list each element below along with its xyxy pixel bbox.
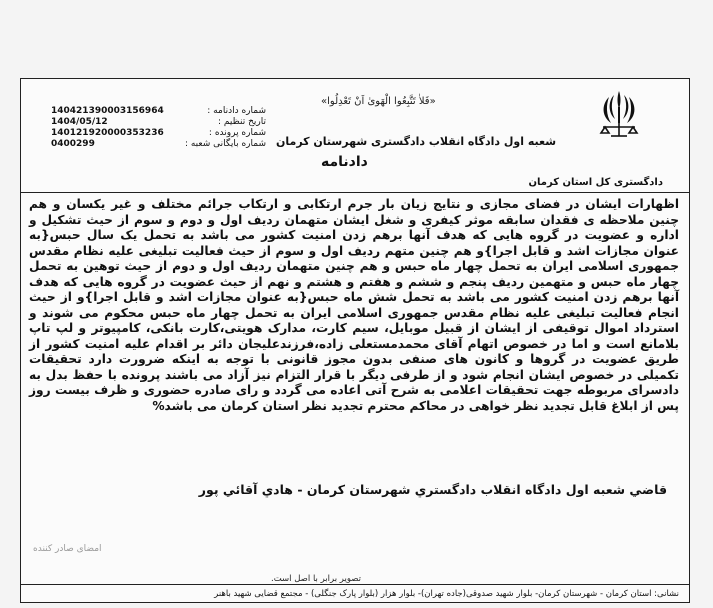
- meta-value: 140121920000353236: [51, 128, 164, 138]
- judge-signature: قاضي شعبه اول دادگاه انقلاب دادگستري شهرستان كرمان - هادي آقائي پور: [198, 482, 667, 497]
- verdict-body-text: اظهارات ایشان در فضای مجازی و نتایج زیان بار جرم ارتکابی و ارتکاب جرائم مختلف و غیر یکسان و هم چنین ملاحظه ی فقدان سابقه موثر کیفری و شغل ایشان متهمان ردیف اول و دوم و سوم از حیث تشکیل و اداره و عضویت در گروه هایی که هدف آنها برهم زدن امنیت کشور می باشد به تحمل یک سال حبس{به عنوان مجازات اشد و قابل اجرا}و هم چنین متهم ردیف اول و سوم از حیث فعالیت تبلیغی علیه نظام مقدس جمهوری اسلامی ایران به تحمل چهار ماه حبس و هم چنین متهمان ردیف اول و دوم از حیث توهین به تحمل چهار ماه حبس و متهمین ردیف پنجم و ششم و هفتم و هشتم و نهم از حیث عضویت در گروه هایی که هدف آنها برهم زدن امنیت کشور می باشد به تحمل شش ماه حبس{به عنوان مجازات اشد و قابل اجرا}و از حیث انجام فعالیت تبلیغی علیه نظام مقدس جمهوری اسلامی ایران به تحمل چهار ماه حبس محکوم می شوند و استرداد اموال توقیفی از ایشان از قبیل موبایل، سیم کارت، مدارک هویتی،کارت بانکی، کامپیوتر و لپ تاپ بلامانع است و اما در خصوص اتهام آقای محمدمستعلی زاده،فرزندعلیجان دائر بر اقدام علیه امنیت کشور از طریق عضویت در گروها و کانون های صنفی بدون مجوز قانونی با توجه به اینکه ضرورت دارد تحقیقات تکمیلی در خصوص ایشان انجام شود و از طرفی دیگر با قرار التزام نیز آزاد می باشند پرونده با حفظ بدل به دادسرای مربوطه جهت تحقیقات اعلامی به شرح آتی اعاده می گردد و رای صادره حضوری و ظرف بیست روز پس از ابلاغ قابل تجدید نظر خواهی در محاکم محترم تجدید نظر استان کرمان می باشد%: [29, 197, 679, 413]
- quran-verse: «فَلاٰ تَتَّبِعُوا الْهَوىٰ اَنْ تَعْدِلُوا»: [321, 96, 436, 107]
- true-copy-stamp: تصویر برابر با اصل است.: [271, 574, 361, 584]
- meta-value: 0400299: [51, 139, 95, 149]
- meta-archive-number: [51, 139, 266, 150]
- court-address: نشانی: استان کرمان - شهرستان کرمان- بلوار شهید صدوقی(جاده تهران)- بلوار هزار (بلوار پارک جنگلی) - مجتمع قضایی شهید باهنر: [214, 589, 679, 599]
- verdict-document: [20, 78, 690, 603]
- meta-case-number: [51, 128, 266, 139]
- meta-label: شماره دادنامه :: [207, 106, 266, 116]
- case-metadata: [51, 106, 266, 150]
- meta-value: 1404/05/12: [51, 117, 108, 127]
- branch-title: شعبه اول دادگاه انقلاب دادگستری شهرستان کرمان: [276, 135, 557, 148]
- meta-label: شماره پرونده :: [208, 128, 266, 138]
- meta-verdict-number: [51, 106, 266, 117]
- meta-label: شماره بایگانی شعبه :: [184, 139, 266, 149]
- meta-label: تاریخ تنظیم :: [218, 117, 266, 127]
- iran-emblem-icon: [597, 87, 641, 139]
- footer-divider: [21, 584, 689, 585]
- meta-value: 140421390003156964: [51, 106, 164, 116]
- document-title: دادنامه: [321, 154, 368, 170]
- meta-issue-date: [51, 117, 266, 128]
- document-header: [21, 79, 689, 193]
- court-label: دادگستری کل استان کرمان: [528, 177, 663, 188]
- issuer-signature-label: امضای صادر کننده: [33, 544, 102, 554]
